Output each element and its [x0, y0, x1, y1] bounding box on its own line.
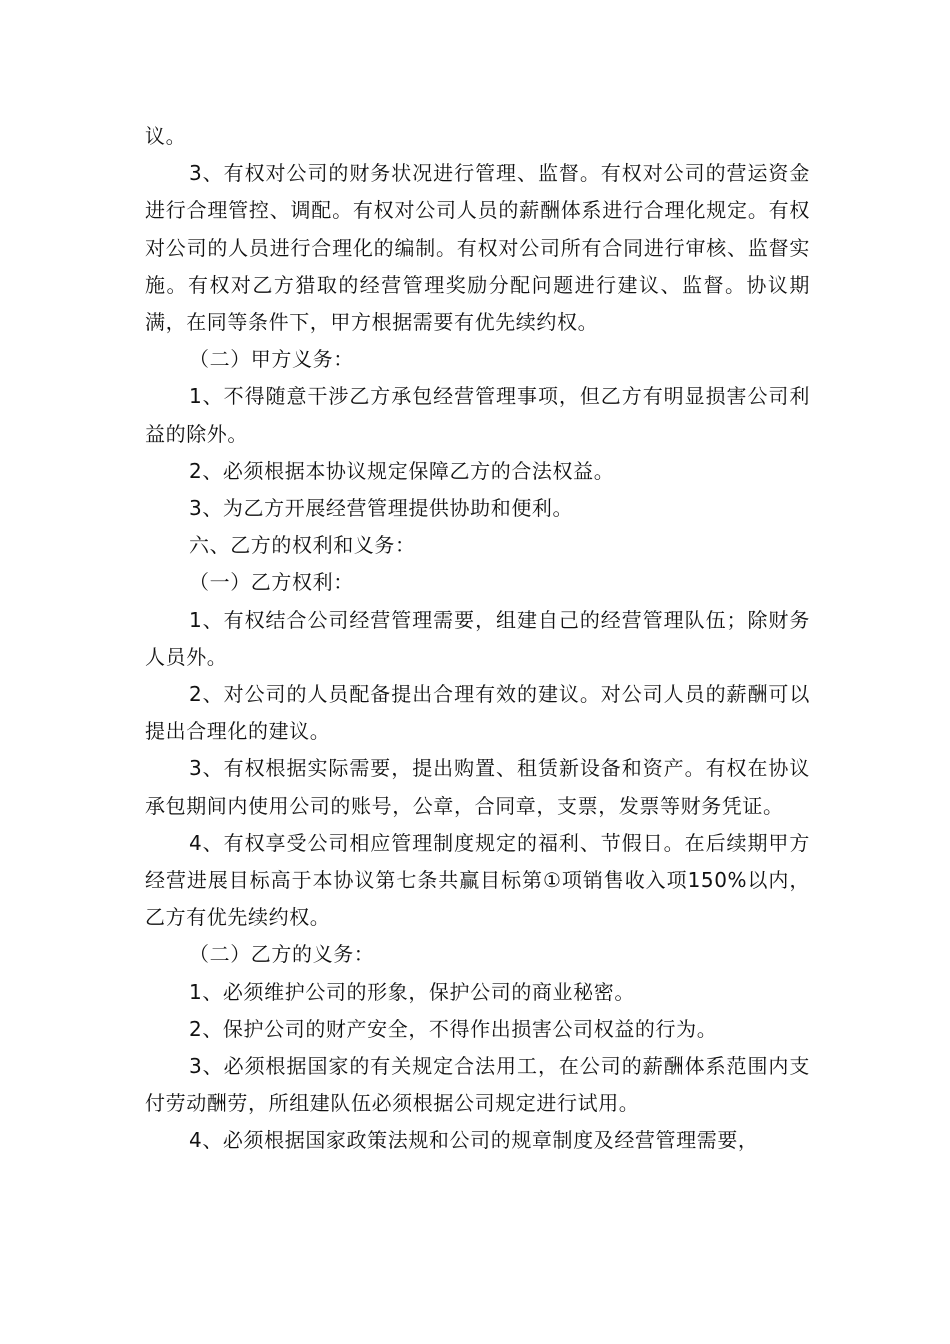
paragraph-party-a-obligation-1: 1、不得随意干涉乙方承包经营管理事项，但乙方有明显损害公司利益的除外。 [145, 384, 810, 446]
paragraph-party-b-obligation-1: 1、必须维护公司的形象，保护公司的商业秘密。 [189, 979, 635, 1004]
paragraph-party-b-obligation-3: 3、必须根据国家的有关规定合法用工，在公司的薪酬体系范围内支付劳动酬劳，所组建队伍必须根据公司规定进行试用。 [145, 1054, 810, 1116]
paragraph-party-b-obligation-4: 4、必须根据国家政策法规和公司的规章制度及经营管理需要， [189, 1128, 759, 1153]
paragraph-party-b-obligation-2: 2、保护公司的财产安全，不得作出损害公司权益的行为。 [189, 1016, 718, 1041]
paragraph-party-b-right-2: 2、对公司的人员配备提出合理有效的建议。对公司人员的薪酬可以提出合理化的建议。 [145, 682, 810, 744]
heading-party-b-obligations: （二）乙方的义务： [189, 942, 375, 967]
paragraph-party-a-obligation-3: 3、为乙方开展经营管理提供协助和便利。 [189, 496, 574, 521]
paragraph-party-a-right-3: 3、有权对公司的财务状况进行管理、监督。有权对公司的营运资金进行合理管控、调配。有权对公司人员的薪酬体系进行合理化规定。有权对公司的人员进行合理化的编制。有权对公司所有合同进行审核、监督实施。有权对乙方猎取的经营管理奖励分配问题进行建议、监督。协议期满，在同等条件下，甲方根据需要有优先续约权。 [145, 161, 810, 335]
paragraph-party-b-right-1: 1、有权结合公司经营管理需要，组建自己的经营管理队伍；除财务人员外。 [145, 607, 810, 669]
document-body [145, 118, 810, 1160]
heading-party-a-obligations: （二）甲方义务： [189, 347, 354, 372]
paragraph-party-b-right-3: 3、有权根据实际需要，提出购置、租赁新设备和资产。有权在协议承包期间内使用公司的账号，公章，合同章，支票，发票等财务凭证。 [145, 756, 810, 818]
heading-section-six: 六、乙方的权利和义务： [189, 533, 416, 558]
paragraph-continuation: 议。 [145, 124, 187, 148]
paragraph-party-b-right-4: 4、有权享受公司相应管理制度规定的福利、节假日。在后续期甲方经营进展目标高于本协议第七条共赢目标第①项销售收入项150%以内，乙方有优先续约权。 [145, 830, 810, 930]
heading-party-b-rights: （一）乙方权利： [189, 570, 354, 595]
paragraph-party-a-obligation-2: 2、必须根据本协议规定保障乙方的合法权益。 [189, 458, 615, 483]
